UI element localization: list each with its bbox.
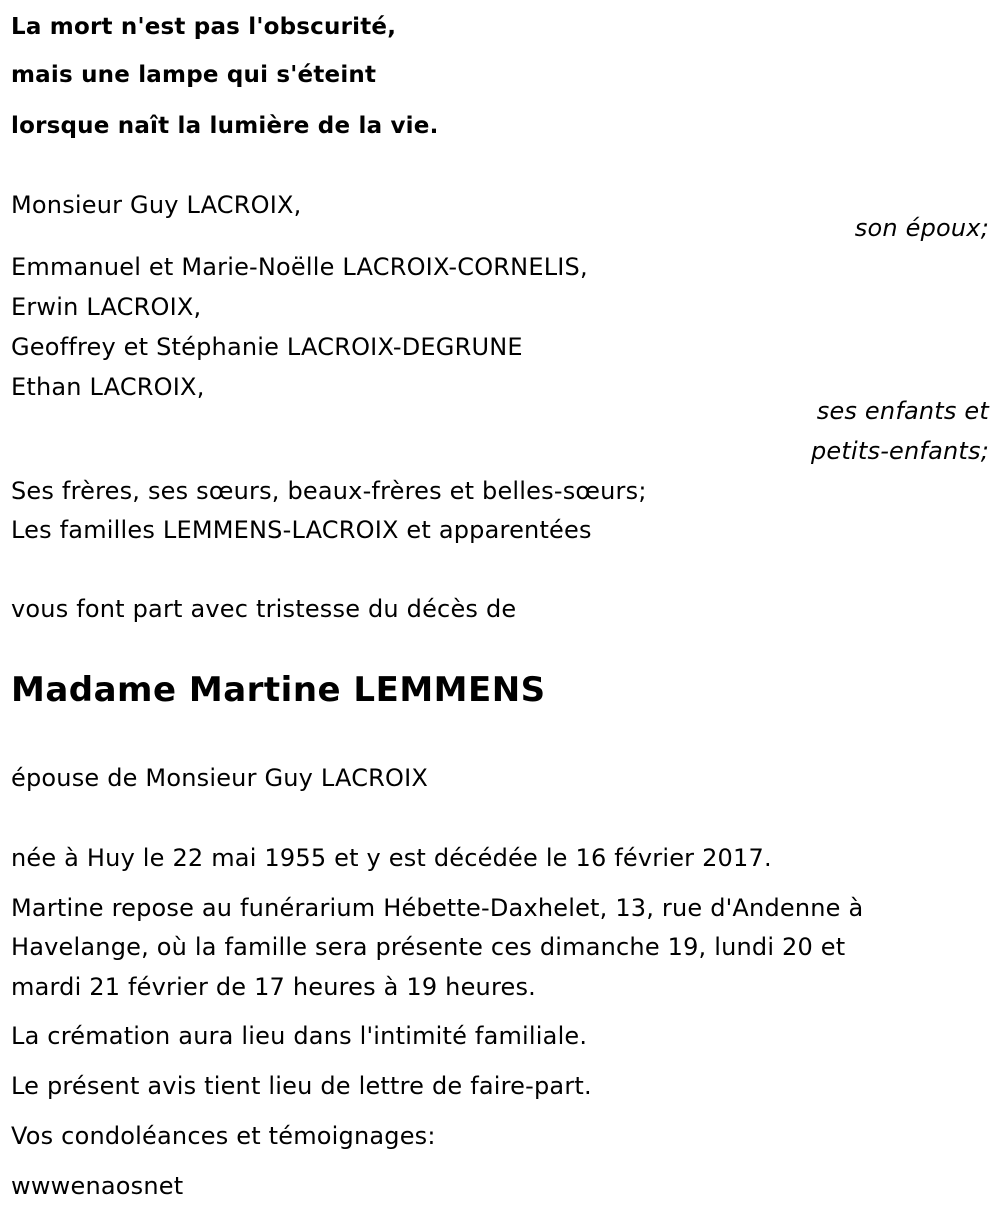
announcement-text: vous font part avec tristesse du décès de — [11, 595, 517, 623]
children-role-line-1: ses enfants et — [816, 397, 989, 425]
child-line-2: Erwin LACROIX, — [11, 293, 202, 321]
website-text: wwwenaosnet — [11, 1172, 184, 1200]
quote-line-1: La mort n'est pas l'obscurité, — [11, 14, 397, 40]
visitation-line-2: Havelange, où la famille sera présente ces dimanche 19, lundi 20 et — [11, 933, 846, 961]
child-line-3: Geoffrey et Stéphanie LACROIX-DEGRUNE — [11, 333, 523, 361]
spouse-role: son époux; — [854, 214, 989, 242]
children-role-line-2: petits-enfants; — [811, 437, 989, 465]
child-line-1: Emmanuel et Marie-Noëlle LACROIX-CORNELIS, — [11, 253, 588, 281]
deceased-name: Madame Martine LEMMENS — [11, 670, 546, 710]
visitation-line-1: Martine repose au funérarium Hébette-Daxhelet, 13, rue d'Andenne à — [11, 894, 864, 922]
spouse-of-text: épouse de Monsieur Guy LACROIX — [11, 764, 429, 792]
family-line-2: Les familles LEMMENS-LACROIX et apparentées — [11, 516, 592, 544]
notice-text: Le présent avis tient lieu de lettre de faire-part. — [11, 1072, 592, 1100]
child-line-4: Ethan LACROIX, — [11, 373, 205, 401]
condolences-label: Vos condoléances et témoignages: — [11, 1122, 436, 1150]
family-line-1: Ses frères, ses sœurs, beaux-frères et belles-sœurs; — [11, 477, 647, 505]
quote-line-3: lorsque naît la lumière de la vie. — [11, 113, 439, 139]
visitation-line-3: mardi 21 février de 17 heures à 19 heures. — [11, 973, 536, 1001]
quote-line-2: mais une lampe qui s'éteint — [11, 62, 377, 88]
spouse-name: Monsieur Guy LACROIX, — [11, 191, 302, 219]
cremation-text: La crémation aura lieu dans l'intimité familiale. — [11, 1022, 588, 1050]
birth-death-text: née à Huy le 22 mai 1955 et y est décédée le 16 février 2017. — [11, 844, 772, 872]
